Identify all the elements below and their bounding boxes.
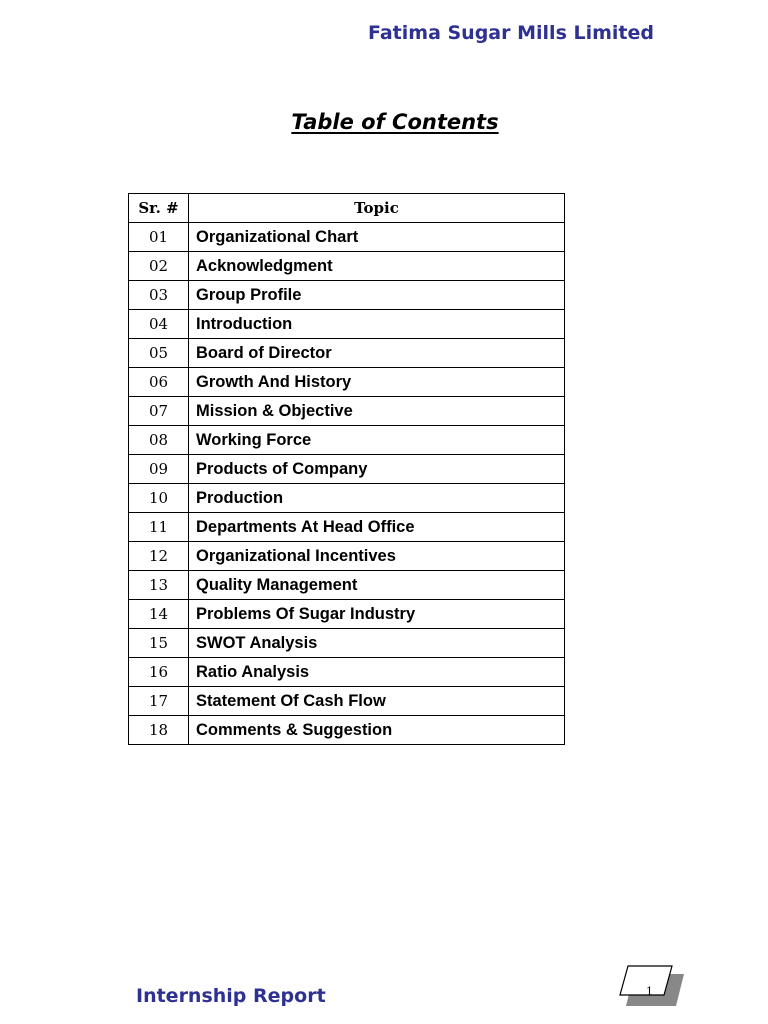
sr-number: 03 [129, 281, 189, 310]
sr-number: 08 [129, 426, 189, 455]
table-row [129, 339, 565, 368]
topic-label: Statement Of Cash Flow [189, 687, 565, 716]
company-name: Fatima Sugar Mills Limited [367, 22, 654, 44]
table-row [129, 455, 565, 484]
table-row [129, 600, 565, 629]
table-row [129, 252, 565, 281]
page-title: Table of Contents [291, 110, 499, 134]
sr-number: 17 [129, 687, 189, 716]
sr-number: 16 [129, 658, 189, 687]
topic-label: Working Force [189, 426, 565, 455]
topic-label: Ratio Analysis [189, 658, 565, 687]
table-row [129, 629, 565, 658]
table-row [129, 542, 565, 571]
topic-label: Group Profile [189, 281, 565, 310]
topic-label: Production [189, 484, 565, 513]
sr-number: 15 [129, 629, 189, 658]
topic-label: Mission & Objective [189, 397, 565, 426]
table-row [129, 426, 565, 455]
toc-table [128, 193, 565, 745]
table-row [129, 658, 565, 687]
sr-number: 05 [129, 339, 189, 368]
topic-label: Comments & Suggestion [189, 716, 565, 745]
topic-label: Acknowledgment [189, 252, 565, 281]
column-header-topic: Topic [189, 194, 565, 223]
sr-number: 04 [129, 310, 189, 339]
column-header-sr: Sr. # [129, 194, 189, 223]
sr-number: 11 [129, 513, 189, 542]
topic-label: SWOT Analysis [189, 629, 565, 658]
sr-number: 07 [129, 397, 189, 426]
table-row [129, 310, 565, 339]
topic-label: Board of Director [189, 339, 565, 368]
toc-body [129, 223, 565, 745]
topic-label: Departments At Head Office [189, 513, 565, 542]
sr-number: 14 [129, 600, 189, 629]
topic-label: Products of Company [189, 455, 565, 484]
table-row [129, 571, 565, 600]
table-row [129, 687, 565, 716]
sr-number: 18 [129, 716, 189, 745]
sr-number: 02 [129, 252, 189, 281]
table-row [129, 716, 565, 745]
table-header-row [129, 194, 565, 223]
table-row [129, 281, 565, 310]
table-row [129, 484, 565, 513]
topic-label: Quality Management [189, 571, 565, 600]
report-title: Internship Report [136, 985, 326, 1007]
topic-label: Organizational Incentives [189, 542, 565, 571]
sr-number: 10 [129, 484, 189, 513]
topic-label: Organizational Chart [189, 223, 565, 252]
table-row [129, 397, 565, 426]
page-number: 1 [646, 985, 653, 998]
sr-number: 06 [129, 368, 189, 397]
table-row [129, 513, 565, 542]
sr-number: 01 [129, 223, 189, 252]
sr-number: 12 [129, 542, 189, 571]
sr-number: 13 [129, 571, 189, 600]
table-row [129, 223, 565, 252]
topic-label: Growth And History [189, 368, 565, 397]
table-row [129, 368, 565, 397]
topic-label: Problems Of Sugar Industry [189, 600, 565, 629]
sr-number: 09 [129, 455, 189, 484]
topic-label: Introduction [189, 310, 565, 339]
